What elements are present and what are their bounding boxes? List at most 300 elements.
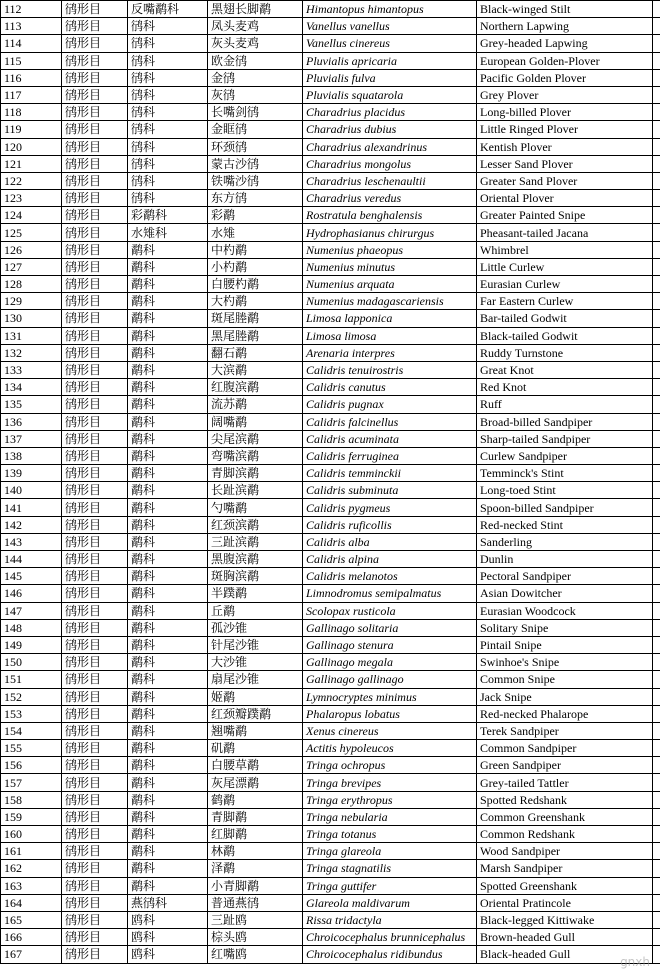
- table-row: [1, 929, 660, 946]
- table-row: [1, 808, 660, 825]
- family-cell: 鹬科: [128, 826, 208, 843]
- cropped-column-cell: [653, 69, 660, 86]
- scientific-name-cell: Scolopax rusticola: [303, 602, 477, 619]
- cropped-column-cell: [653, 568, 660, 585]
- family-cell: 鹬科: [128, 636, 208, 653]
- row-number-cell: 141: [1, 499, 62, 516]
- family-cell: 鹬科: [128, 774, 208, 791]
- cropped-column-cell: [653, 276, 660, 293]
- table-row: [1, 499, 660, 516]
- cropped-column-cell: [653, 52, 660, 69]
- english-name-cell: Grey Plover: [477, 86, 653, 103]
- family-cell: 鸻科: [128, 172, 208, 189]
- table-row: [1, 190, 660, 207]
- table-row: [1, 894, 660, 911]
- table-row: [1, 671, 660, 688]
- family-cell: 鹬科: [128, 241, 208, 258]
- family-cell: 鸻科: [128, 69, 208, 86]
- scientific-name-cell: Numenius arquata: [303, 276, 477, 293]
- cropped-column-cell: [653, 241, 660, 258]
- english-name-cell: Green Sandpiper: [477, 757, 653, 774]
- order-cell: 鸻形目: [62, 482, 128, 499]
- chinese-name-cell: 大杓鹬: [208, 293, 303, 310]
- row-number-cell: 127: [1, 258, 62, 275]
- cropped-column-cell: [653, 533, 660, 550]
- english-name-cell: Long-billed Plover: [477, 104, 653, 121]
- scientific-name-cell: Calidris tenuirostris: [303, 361, 477, 378]
- table-row: [1, 86, 660, 103]
- cropped-column-cell: [653, 121, 660, 138]
- table-row: [1, 688, 660, 705]
- english-name-cell: Red Knot: [477, 379, 653, 396]
- chinese-name-cell: 环颈鸻: [208, 138, 303, 155]
- family-cell: 鹬科: [128, 396, 208, 413]
- row-number-cell: 122: [1, 172, 62, 189]
- table-row: [1, 482, 660, 499]
- scientific-name-cell: Tringa erythropus: [303, 791, 477, 808]
- cropped-column-cell: [653, 379, 660, 396]
- scientific-name-cell: Lymnocryptes minimus: [303, 688, 477, 705]
- family-cell: 鸥科: [128, 929, 208, 946]
- row-number-cell: 128: [1, 276, 62, 293]
- chinese-name-cell: 铁嘴沙鸻: [208, 172, 303, 189]
- english-name-cell: Grey-tailed Tattler: [477, 774, 653, 791]
- scientific-name-cell: Charadrius placidus: [303, 104, 477, 121]
- cropped-column-cell: [653, 551, 660, 568]
- order-cell: 鸻形目: [62, 516, 128, 533]
- english-name-cell: Lesser Sand Plover: [477, 155, 653, 172]
- table-row: [1, 447, 660, 464]
- scientific-name-cell: Tringa totanus: [303, 826, 477, 843]
- row-number-cell: 150: [1, 654, 62, 671]
- order-cell: 鸻形目: [62, 310, 128, 327]
- chinese-name-cell: 三趾滨鹬: [208, 533, 303, 550]
- scientific-name-cell: Charadrius veredus: [303, 190, 477, 207]
- cropped-column-cell: [653, 791, 660, 808]
- scientific-name-cell: Calidris ferruginea: [303, 447, 477, 464]
- order-cell: 鸻形目: [62, 430, 128, 447]
- cropped-column-cell: [653, 636, 660, 653]
- english-name-cell: European Golden-Plover: [477, 52, 653, 69]
- row-number-cell: 117: [1, 86, 62, 103]
- english-name-cell: Pheasant-tailed Jacana: [477, 224, 653, 241]
- cropped-column-cell: [653, 361, 660, 378]
- order-cell: 鸻形目: [62, 860, 128, 877]
- scientific-name-cell: Xenus cinereus: [303, 722, 477, 739]
- english-name-cell: Sharp-tailed Sandpiper: [477, 430, 653, 447]
- chinese-name-cell: 红颈滨鹬: [208, 516, 303, 533]
- chinese-name-cell: 水雉: [208, 224, 303, 241]
- scientific-name-cell: Calidris acuminata: [303, 430, 477, 447]
- cropped-column-cell: [653, 310, 660, 327]
- english-name-cell: Great Knot: [477, 361, 653, 378]
- table-row: [1, 654, 660, 671]
- cropped-column-cell: [653, 499, 660, 516]
- row-number-cell: 158: [1, 791, 62, 808]
- cropped-column-cell: [653, 877, 660, 894]
- order-cell: 鸻形目: [62, 276, 128, 293]
- table-row: [1, 877, 660, 894]
- order-cell: 鸻形目: [62, 705, 128, 722]
- order-cell: 鸻形目: [62, 929, 128, 946]
- scientific-name-cell: Gallinago solitaria: [303, 619, 477, 636]
- table-row: [1, 465, 660, 482]
- english-name-cell: Greater Sand Plover: [477, 172, 653, 189]
- scientific-name-cell: Pluvialis apricaria: [303, 52, 477, 69]
- table-row: [1, 69, 660, 86]
- family-cell: 鹬科: [128, 757, 208, 774]
- english-name-cell: Common Greenshank: [477, 808, 653, 825]
- english-name-cell: Little Ringed Plover: [477, 121, 653, 138]
- chinese-name-cell: 三趾鸥: [208, 911, 303, 928]
- table-row: [1, 310, 660, 327]
- table-row: [1, 636, 660, 653]
- table-row: [1, 413, 660, 430]
- chinese-name-cell: 尖尾滨鹬: [208, 430, 303, 447]
- family-cell: 鹬科: [128, 361, 208, 378]
- chinese-name-cell: 矶鹬: [208, 740, 303, 757]
- english-name-cell: Dunlin: [477, 551, 653, 568]
- scientific-name-cell: Calidris canutus: [303, 379, 477, 396]
- family-cell: 鹬科: [128, 568, 208, 585]
- scientific-name-cell: Numenius minutus: [303, 258, 477, 275]
- scientific-name-cell: Limosa limosa: [303, 327, 477, 344]
- scientific-name-cell: Charadrius dubius: [303, 121, 477, 138]
- chinese-name-cell: 流苏鹬: [208, 396, 303, 413]
- table-row: [1, 602, 660, 619]
- table-row: [1, 757, 660, 774]
- family-cell: 鹬科: [128, 465, 208, 482]
- cropped-column-cell: [653, 207, 660, 224]
- chinese-name-cell: 红颈瓣蹼鹬: [208, 705, 303, 722]
- row-number-cell: 151: [1, 671, 62, 688]
- table-row: [1, 104, 660, 121]
- order-cell: 鸻形目: [62, 808, 128, 825]
- chinese-name-cell: 金眶鸻: [208, 121, 303, 138]
- table-row: [1, 843, 660, 860]
- cropped-column-cell: [653, 413, 660, 430]
- family-cell: 鹬科: [128, 379, 208, 396]
- order-cell: 鸻形目: [62, 946, 128, 963]
- english-name-cell: Long-toed Stint: [477, 482, 653, 499]
- row-number-cell: 134: [1, 379, 62, 396]
- row-number-cell: 162: [1, 860, 62, 877]
- chinese-name-cell: 棕头鸥: [208, 929, 303, 946]
- english-name-cell: Black-legged Kittiwake: [477, 911, 653, 928]
- chinese-name-cell: 彩鹬: [208, 207, 303, 224]
- scientific-name-cell: Numenius phaeopus: [303, 241, 477, 258]
- english-name-cell: Common Redshank: [477, 826, 653, 843]
- order-cell: 鸻形目: [62, 877, 128, 894]
- family-cell: 鹬科: [128, 310, 208, 327]
- chinese-name-cell: 灰尾漂鹬: [208, 774, 303, 791]
- cropped-column-cell: [653, 808, 660, 825]
- row-number-cell: 120: [1, 138, 62, 155]
- english-name-cell: Eurasian Curlew: [477, 276, 653, 293]
- table-row: [1, 138, 660, 155]
- chinese-name-cell: 黑腹滨鹬: [208, 551, 303, 568]
- scientific-name-cell: Phalaropus lobatus: [303, 705, 477, 722]
- order-cell: 鸻形目: [62, 533, 128, 550]
- table-row: [1, 344, 660, 361]
- row-number-cell: 142: [1, 516, 62, 533]
- table-row: [1, 276, 660, 293]
- chinese-name-cell: 普通燕鸻: [208, 894, 303, 911]
- order-cell: 鸻形目: [62, 465, 128, 482]
- english-name-cell: Greater Painted Snipe: [477, 207, 653, 224]
- scientific-name-cell: Calidris melanotos: [303, 568, 477, 585]
- scientific-name-cell: Chroicocephalus ridibundus: [303, 946, 477, 963]
- row-number-cell: 123: [1, 190, 62, 207]
- english-name-cell: Solitary Snipe: [477, 619, 653, 636]
- cropped-column-cell: [653, 258, 660, 275]
- order-cell: 鸻形目: [62, 911, 128, 928]
- order-cell: 鸻形目: [62, 740, 128, 757]
- chinese-name-cell: 蒙古沙鸻: [208, 155, 303, 172]
- scientific-name-cell: Charadrius leschenaultii: [303, 172, 477, 189]
- cropped-column-cell: [653, 740, 660, 757]
- row-number-cell: 143: [1, 533, 62, 550]
- scientific-name-cell: Tringa stagnatilis: [303, 860, 477, 877]
- order-cell: 鸻形目: [62, 671, 128, 688]
- order-cell: 鸻形目: [62, 791, 128, 808]
- english-name-cell: Little Curlew: [477, 258, 653, 275]
- row-number-cell: 146: [1, 585, 62, 602]
- order-cell: 鸻形目: [62, 688, 128, 705]
- table-row: [1, 293, 660, 310]
- order-cell: 鸻形目: [62, 69, 128, 86]
- chinese-name-cell: 半蹼鹬: [208, 585, 303, 602]
- order-cell: 鸻形目: [62, 18, 128, 35]
- order-cell: 鸻形目: [62, 447, 128, 464]
- order-cell: 鸻形目: [62, 361, 128, 378]
- row-number-cell: 147: [1, 602, 62, 619]
- family-cell: 鹬科: [128, 740, 208, 757]
- table-row: [1, 946, 660, 963]
- table-row: [1, 224, 660, 241]
- row-number-cell: 161: [1, 843, 62, 860]
- chinese-name-cell: 中杓鹬: [208, 241, 303, 258]
- table-row: [1, 361, 660, 378]
- cropped-column-cell: [653, 705, 660, 722]
- family-cell: 鸻科: [128, 190, 208, 207]
- order-cell: 鸻形目: [62, 774, 128, 791]
- english-name-cell: Bar-tailed Godwit: [477, 310, 653, 327]
- cropped-column-cell: [653, 104, 660, 121]
- row-number-cell: 125: [1, 224, 62, 241]
- family-cell: 鹬科: [128, 654, 208, 671]
- row-number-cell: 138: [1, 447, 62, 464]
- table-row: [1, 740, 660, 757]
- order-cell: 鸻形目: [62, 190, 128, 207]
- table-row: [1, 241, 660, 258]
- family-cell: 鹬科: [128, 722, 208, 739]
- scientific-name-cell: Vanellus vanellus: [303, 18, 477, 35]
- cropped-column-cell: [653, 860, 660, 877]
- row-number-cell: 160: [1, 826, 62, 843]
- watermark: gnxh: [620, 955, 650, 969]
- english-name-cell: Spoon-billed Sandpiper: [477, 499, 653, 516]
- family-cell: 鹬科: [128, 276, 208, 293]
- english-name-cell: Black-tailed Godwit: [477, 327, 653, 344]
- table-row: [1, 774, 660, 791]
- table-row: [1, 911, 660, 928]
- english-name-cell: Grey-headed Lapwing: [477, 35, 653, 52]
- order-cell: 鸻形目: [62, 894, 128, 911]
- family-cell: 鹬科: [128, 585, 208, 602]
- table-row: [1, 155, 660, 172]
- english-name-cell: Red-necked Phalarope: [477, 705, 653, 722]
- cropped-column-cell: [653, 774, 660, 791]
- scientific-name-cell: Tringa guttifer: [303, 877, 477, 894]
- family-cell: 鹬科: [128, 413, 208, 430]
- cropped-column-cell: [653, 619, 660, 636]
- order-cell: 鸻形目: [62, 138, 128, 155]
- cropped-column-cell: [653, 516, 660, 533]
- cropped-column-cell: [653, 155, 660, 172]
- family-cell: 鹬科: [128, 499, 208, 516]
- english-name-cell: Black-winged Stilt: [477, 1, 653, 18]
- cropped-column-cell: [653, 447, 660, 464]
- chinese-name-cell: 弯嘴滨鹬: [208, 447, 303, 464]
- table-row: [1, 430, 660, 447]
- scientific-name-cell: Gallinago stenura: [303, 636, 477, 653]
- scientific-name-cell: Pluvialis squatarola: [303, 86, 477, 103]
- family-cell: 鸥科: [128, 911, 208, 928]
- row-number-cell: 167: [1, 946, 62, 963]
- family-cell: 鹬科: [128, 482, 208, 499]
- family-cell: 鹬科: [128, 327, 208, 344]
- row-number-cell: 118: [1, 104, 62, 121]
- chinese-name-cell: 金鸻: [208, 69, 303, 86]
- chinese-name-cell: 青脚鹬: [208, 808, 303, 825]
- family-cell: 鸻科: [128, 155, 208, 172]
- order-cell: 鸻形目: [62, 499, 128, 516]
- scientific-name-cell: Hydrophasianus chirurgus: [303, 224, 477, 241]
- scientific-name-cell: Tringa brevipes: [303, 774, 477, 791]
- family-cell: 鹬科: [128, 877, 208, 894]
- cropped-column-cell: [653, 911, 660, 928]
- family-cell: 彩鹬科: [128, 207, 208, 224]
- english-name-cell: Ruff: [477, 396, 653, 413]
- row-number-cell: 115: [1, 52, 62, 69]
- cropped-column-cell: [653, 826, 660, 843]
- scientific-name-cell: Calidris pygmeus: [303, 499, 477, 516]
- order-cell: 鸻形目: [62, 826, 128, 843]
- english-name-cell: Far Eastern Curlew: [477, 293, 653, 310]
- table-row: [1, 516, 660, 533]
- scientific-name-cell: Gallinago megala: [303, 654, 477, 671]
- table-row: [1, 379, 660, 396]
- table-row: [1, 619, 660, 636]
- order-cell: 鸻形目: [62, 224, 128, 241]
- family-cell: 鹬科: [128, 258, 208, 275]
- english-name-cell: Northern Lapwing: [477, 18, 653, 35]
- scientific-name-cell: Calidris pugnax: [303, 396, 477, 413]
- order-cell: 鸻形目: [62, 344, 128, 361]
- family-cell: 鸥科: [128, 946, 208, 963]
- table-row: [1, 722, 660, 739]
- row-number-cell: 114: [1, 35, 62, 52]
- row-number-cell: 157: [1, 774, 62, 791]
- family-cell: 鹬科: [128, 533, 208, 550]
- chinese-name-cell: 针尾沙锥: [208, 636, 303, 653]
- order-cell: 鸻形目: [62, 121, 128, 138]
- scientific-name-cell: Tringa nebularia: [303, 808, 477, 825]
- family-cell: 鸻科: [128, 121, 208, 138]
- english-name-cell: Sanderling: [477, 533, 653, 550]
- order-cell: 鸻形目: [62, 155, 128, 172]
- family-cell: 鹬科: [128, 551, 208, 568]
- order-cell: 鸻形目: [62, 104, 128, 121]
- family-cell: 鸻科: [128, 138, 208, 155]
- english-name-cell: Spotted Greenshank: [477, 877, 653, 894]
- order-cell: 鸻形目: [62, 636, 128, 653]
- english-name-cell: Spotted Redshank: [477, 791, 653, 808]
- scientific-name-cell: Charadrius alexandrinus: [303, 138, 477, 155]
- row-number-cell: 130: [1, 310, 62, 327]
- family-cell: 鹬科: [128, 293, 208, 310]
- english-name-cell: Black-headed Gull: [477, 946, 653, 963]
- english-name-cell: Oriental Pratincole: [477, 894, 653, 911]
- cropped-column-cell: [653, 757, 660, 774]
- order-cell: 鸻形目: [62, 1, 128, 18]
- english-name-cell: Jack Snipe: [477, 688, 653, 705]
- english-name-cell: Common Sandpiper: [477, 740, 653, 757]
- family-cell: 鹬科: [128, 602, 208, 619]
- chinese-name-cell: 青脚滨鹬: [208, 465, 303, 482]
- family-cell: 鹬科: [128, 671, 208, 688]
- english-name-cell: Pacific Golden Plover: [477, 69, 653, 86]
- chinese-name-cell: 红嘴鸥: [208, 946, 303, 963]
- scientific-name-cell: Actitis hypoleucos: [303, 740, 477, 757]
- order-cell: 鸻形目: [62, 722, 128, 739]
- scientific-name-cell: Rostratula benghalensis: [303, 207, 477, 224]
- order-cell: 鸻形目: [62, 413, 128, 430]
- cropped-column-cell: [653, 671, 660, 688]
- cropped-column-cell: [653, 602, 660, 619]
- cropped-column-cell: [653, 172, 660, 189]
- row-number-cell: 132: [1, 344, 62, 361]
- row-number-cell: 153: [1, 705, 62, 722]
- table-row: [1, 121, 660, 138]
- chinese-name-cell: 斑胸滨鹬: [208, 568, 303, 585]
- chinese-name-cell: 欧金鸻: [208, 52, 303, 69]
- scientific-name-cell: Tringa glareola: [303, 843, 477, 860]
- row-number-cell: 113: [1, 18, 62, 35]
- chinese-name-cell: 红腹滨鹬: [208, 379, 303, 396]
- family-cell: 鹬科: [128, 705, 208, 722]
- order-cell: 鸻形目: [62, 602, 128, 619]
- cropped-column-cell: [653, 396, 660, 413]
- english-name-cell: Ruddy Turnstone: [477, 344, 653, 361]
- order-cell: 鸻形目: [62, 654, 128, 671]
- scientific-name-cell: Chroicocephalus brunnicephalus: [303, 929, 477, 946]
- order-cell: 鸻形目: [62, 207, 128, 224]
- family-cell: 鸻科: [128, 18, 208, 35]
- cropped-column-cell: [653, 688, 660, 705]
- scientific-name-cell: Himantopus himantopus: [303, 1, 477, 18]
- chinese-name-cell: 黑尾塍鹬: [208, 327, 303, 344]
- table-row: [1, 396, 660, 413]
- chinese-name-cell: 红脚鹬: [208, 826, 303, 843]
- family-cell: 鹬科: [128, 516, 208, 533]
- scientific-name-cell: Pluvialis fulva: [303, 69, 477, 86]
- english-name-cell: Curlew Sandpiper: [477, 447, 653, 464]
- row-number-cell: 139: [1, 465, 62, 482]
- scientific-name-cell: Calidris falcinellus: [303, 413, 477, 430]
- family-cell: 鸻科: [128, 86, 208, 103]
